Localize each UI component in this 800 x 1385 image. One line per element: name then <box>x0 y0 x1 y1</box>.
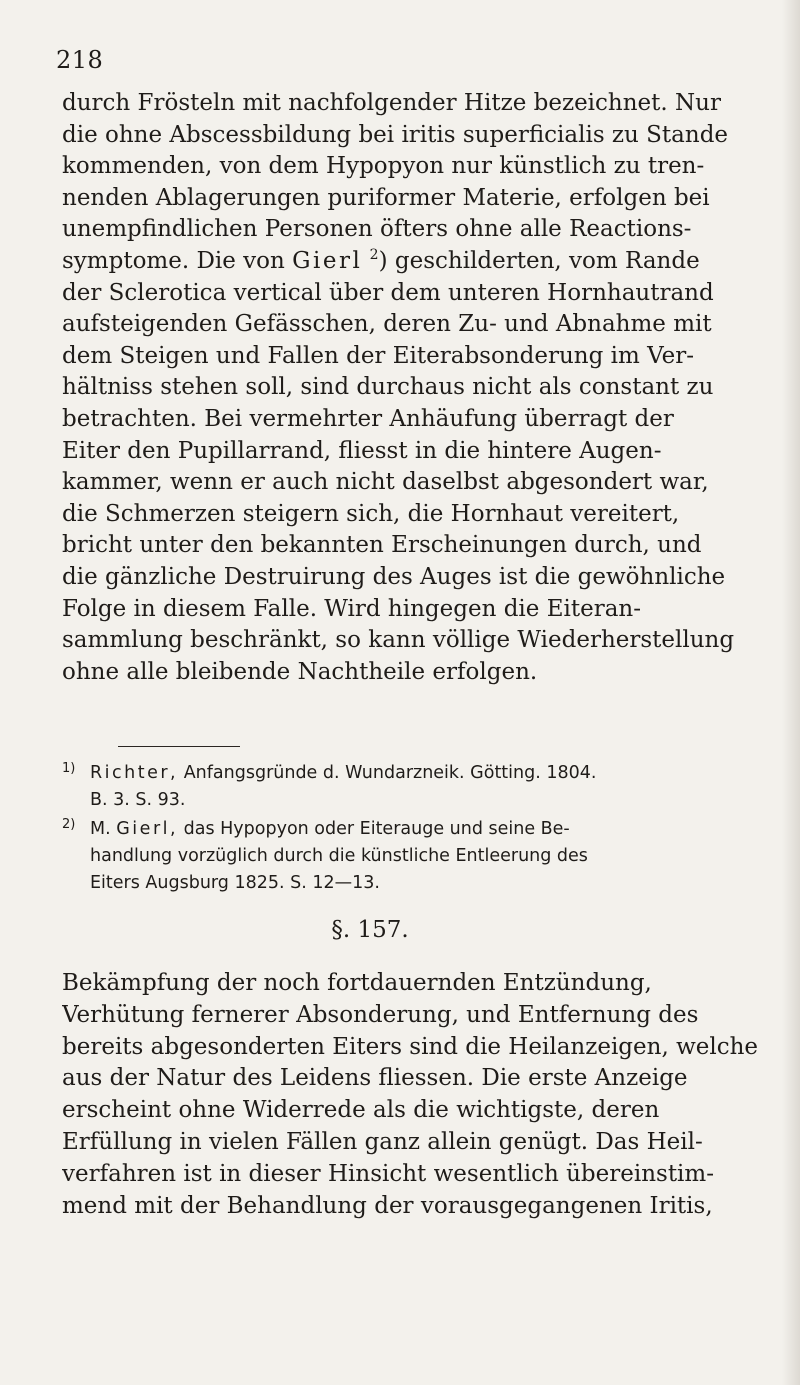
footnote-author-prefix: M. <box>90 819 111 839</box>
text-line: Bekämpfung der noch fortdauernden Entzündung, <box>62 970 652 996</box>
text-line: betrachten. Bei vermehrter Anhäufung überragt der <box>62 405 674 432</box>
text-line: die gänzliche Destruirung des Auges ist die gewöhnliche <box>62 563 726 590</box>
footnote-mark: 2) <box>62 817 76 832</box>
text-line: die ohne Abscessbildung bei iritis superficialis zu Stande <box>62 121 729 148</box>
footnote-1 <box>62 760 772 814</box>
text-line: kammer, wenn er auch nicht daselbst abgesondert war, <box>62 469 709 496</box>
footnote-mark: 1) <box>62 761 76 776</box>
text-line: verfahren ist in dieser Hinsicht wesentlich übereinstim- <box>62 1160 714 1187</box>
text-line: mend mit der Behandlung der vorausgegangenen Iritis, <box>62 1192 713 1219</box>
text-line: die Schmerzen steigern sich, die Hornhaut vereitert, <box>62 500 680 527</box>
text-line: erscheint ohne Widerrede als die wichtigste, deren <box>62 1097 660 1124</box>
text-line <box>62 246 772 278</box>
text-line: nenden Ablagerungen puriformer Materie, erfolgen bei <box>62 184 710 211</box>
text-line: bricht unter den bekannten Erscheinungen durch, und <box>62 532 702 559</box>
text-line: unempfindlichen Personen öfters ohne alle Reactions- <box>62 216 692 243</box>
text-line: bereits abgesonderten Eiters sind die Heilanzeigen, welche <box>62 1033 759 1060</box>
paragraph-2 <box>62 968 772 1222</box>
text-line: aus der Natur des Leidens fliessen. Die erste Anzeige <box>62 1065 688 1092</box>
text-line: durch Frösteln mit nachfolgender Hitze bezeichnet. Nur <box>62 90 721 116</box>
footnote-line <box>62 816 772 843</box>
text-line: der Sclerotica vertical über dem unteren Hornhautrand <box>62 279 714 306</box>
footnote-line <box>62 760 772 787</box>
footnote-2 <box>62 816 772 897</box>
page-number: 218 <box>56 46 104 74</box>
footnote-author: Gierl, <box>116 819 179 839</box>
text-line: sammlung beschränkt, so kann völlige Wiederherstellung <box>62 627 735 654</box>
footnote-reference[interactable]: 2 <box>369 246 379 263</box>
footnote-text: das Hypopyon oder Eiterauge und seine Be- <box>183 819 570 839</box>
section-heading: §. 157. <box>331 917 409 943</box>
footnotes <box>62 760 772 899</box>
text-line: Verhütung fernerer Absonderung, und Entfernung des <box>62 1001 699 1028</box>
text-line: Folge in diesem Falle. Wird hingegen die Eiteran- <box>62 595 641 622</box>
text-line: aufsteigenden Gefässchen, deren Zu- und Abnahme mit <box>62 311 712 338</box>
paragraph-1 <box>62 88 772 688</box>
footnote-line: B. 3. S. 93. <box>90 790 186 810</box>
footnote-text: Anfangsgründe d. Wundarzneik. Götting. 1804. <box>183 763 597 783</box>
page-edge-shadow <box>782 0 800 1385</box>
text-fragment: symptome. Die von <box>62 247 293 274</box>
text-line: ohne alle bleibende Nachtheile erfolgen. <box>62 658 538 685</box>
text-line: kommenden, von dem Hypopyon nur künstlich zu tren- <box>62 153 705 180</box>
text-fragment: ) geschilderten, vom Rande <box>378 247 700 274</box>
text-line: Eiter den Pupillarrand, fliesst in die hintere Augen- <box>62 437 662 464</box>
author-name: Gierl <box>292 247 363 274</box>
text-line: hältniss stehen soll, sind durchaus nicht als constant zu <box>62 374 714 401</box>
text-line: Erfüllung in vielen Fällen ganz allein genügt. Das Heil- <box>62 1128 703 1155</box>
footnote-separator <box>118 746 240 747</box>
footnote-line: handlung vorzüglich durch die künstliche Entleerung des <box>90 846 588 866</box>
text-line: dem Steigen und Fallen der Eiterabsonderung im Ver- <box>62 342 694 369</box>
footnote-line: Eiters Augsburg 1825. S. 12—13. <box>90 873 380 893</box>
footnote-author: Richter, <box>90 763 179 783</box>
